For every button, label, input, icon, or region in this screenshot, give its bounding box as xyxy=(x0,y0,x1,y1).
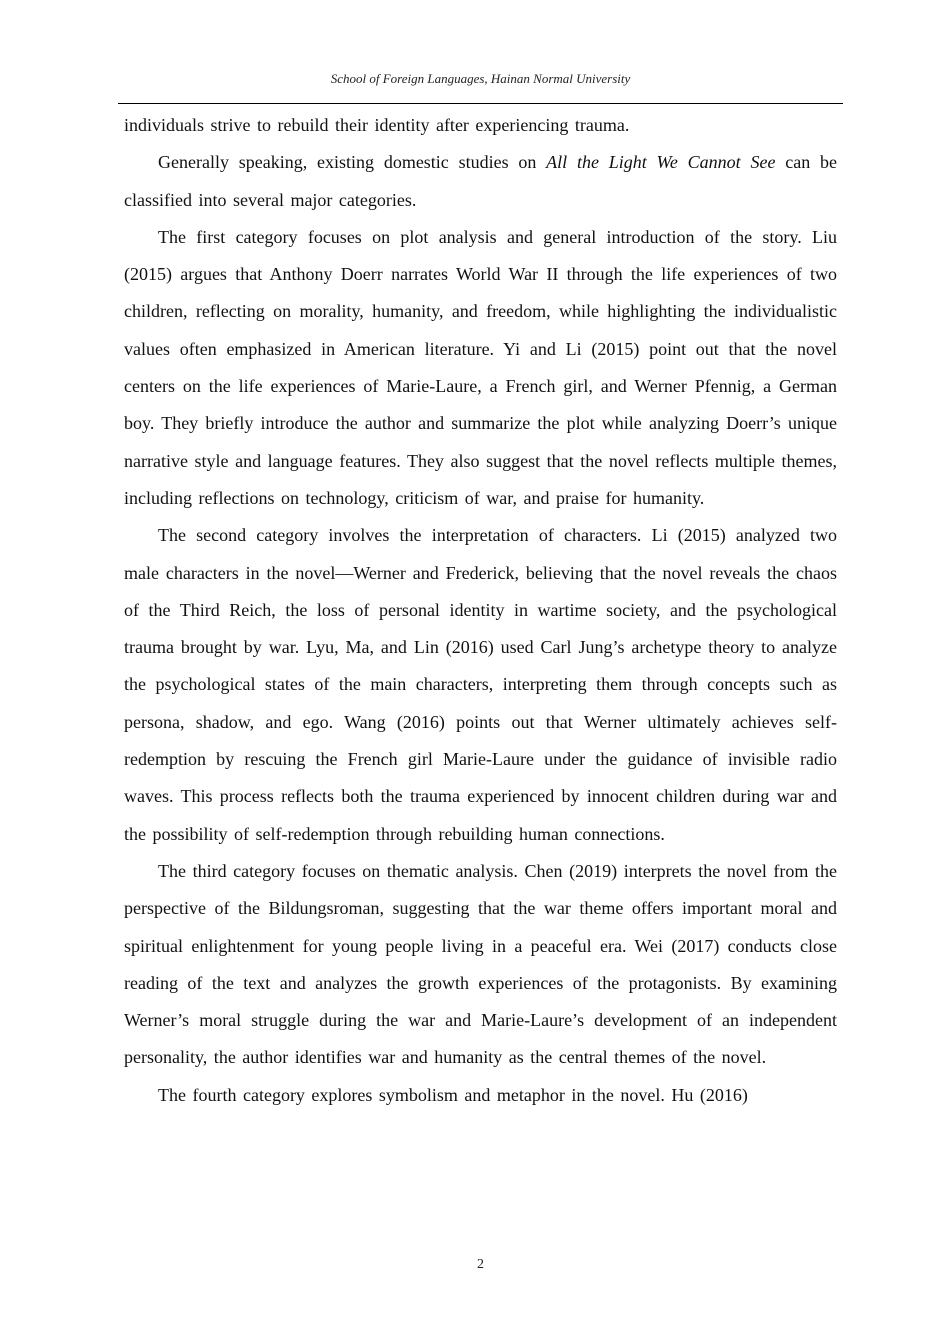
page-number: 2 xyxy=(477,1257,484,1272)
paragraph-text: can be classified into several major categories. xyxy=(124,152,837,210)
paragraph-text: Generally speaking, existing domestic studies on xyxy=(158,152,547,173)
paragraph-first-category: The first category focuses on plot analysis and general introduction of the story. Liu (2015) argues that Anthony Doerr narrates World War II through the life experiences of two children, reflecting on morality, humanity, and freedom, while highlighting the individualistic values often emphasized in American literature. Yi and Li (2015) point out that the novel centers on the life experiences of Marie-Laure, a French girl, and Werner Pfennig, a German boy. They briefly introduce the author and summarize the plot while analyzing Doerr’s unique narrative style and language features. They also suggest that the novel reflects multiple themes, including reflections on technology, criticism of war, and praise for humanity. xyxy=(124,226,837,508)
paragraph-categories-intro xyxy=(124,144,837,219)
paragraph-continuation: individuals strive to rebuild their identity after experiencing trauma. xyxy=(124,115,630,135)
book-title: All the Light We Cannot See xyxy=(546,152,776,173)
header-divider xyxy=(118,103,843,104)
running-header: School of Foreign Languages, Hainan Normal University xyxy=(330,71,631,86)
body-text xyxy=(124,107,837,1114)
paragraph-fourth-category: The fourth category explores symbolism and metaphor in the novel. Hu (2016) xyxy=(158,1084,748,1105)
paragraph-third-category: The third category focuses on thematic analysis. Chen (2019) interprets the novel from the perspective of the Bildungsroman, suggesting that the war theme offers important moral and spiritual enlightenment for young people living in a peaceful era. Wei (2017) conducts close reading of the text and analyzes the growth experiences of the protagonists. By examining Werner’s moral struggle during the war and Marie-Laure’s development of an independent personality, the author identifies war and humanity as the central themes of the novel. xyxy=(124,860,837,1068)
paragraph-second-category: The second category involves the interpretation of characters. Li (2015) analyzed two male characters in the novel—Werner and Frederick, believing that the novel reveals the chaos of the Third Reich, the loss of personal identity in wartime society, and the psychological trauma brought by war. Lyu, Ma, and Lin (2016) used Carl Jung’s archetype theory to analyze the psychological states of the main characters, interpreting them through concepts such as persona, shadow, and ego. Wang (2016) points out that Werner ultimately achieves self-redemption by rescuing the French girl Marie-Laure under the guidance of invisible radio waves. This process reflects both the trauma experienced by innocent children during war and the possibility of self-redemption through rebuilding human connections. xyxy=(124,525,837,844)
